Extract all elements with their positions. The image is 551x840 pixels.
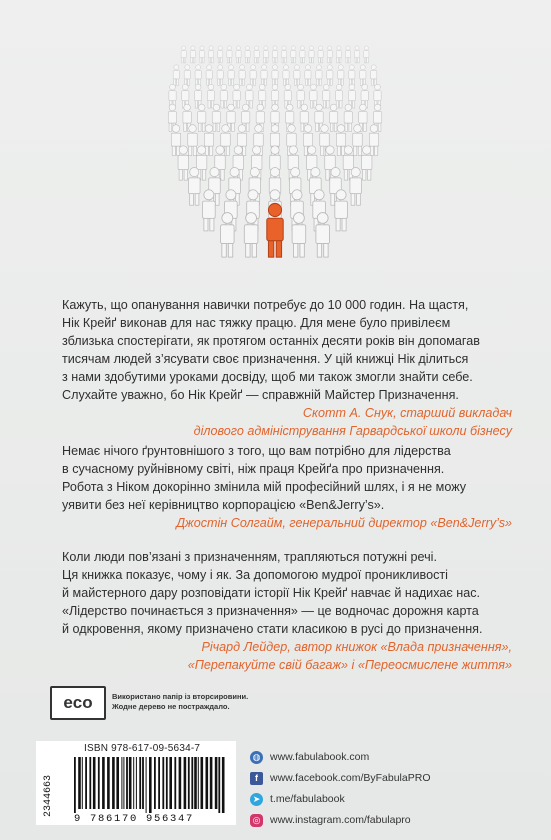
crowd-figure bbox=[329, 104, 337, 131]
crowd-figure bbox=[236, 46, 241, 63]
isbn-text: ISBN 978-617-09-5634-7 bbox=[84, 743, 201, 754]
barcode bbox=[72, 757, 228, 813]
quote-2-line: уявити без неї керівництво корпорацією «Ben&Jerry’s». bbox=[62, 498, 385, 512]
crowd-figure bbox=[218, 46, 223, 63]
barcode-bar bbox=[107, 757, 110, 809]
barcode-bar bbox=[169, 757, 172, 809]
crowd-figure bbox=[239, 65, 245, 85]
globe-icon: ◍ bbox=[250, 751, 263, 764]
crowd-figure bbox=[350, 167, 362, 205]
crowd-figure bbox=[323, 84, 330, 108]
crowd-figure bbox=[316, 65, 322, 85]
crowd-figure bbox=[361, 146, 371, 180]
link-facebook[interactable] bbox=[250, 771, 540, 792]
barcode-bar bbox=[162, 757, 164, 809]
side-code bbox=[36, 769, 56, 819]
crowd-figure bbox=[336, 46, 341, 63]
quote-2-line: Немає нічого ґрунтовнішого з того, що вам потрібно для лідерства bbox=[62, 444, 451, 458]
crowd-figure bbox=[178, 146, 188, 180]
telegram-icon: ➤ bbox=[250, 793, 263, 806]
crowd-figure bbox=[189, 167, 201, 205]
quote-3-line: Ця книжка показує, чому і як. За допомогою мудрої проникливості bbox=[62, 568, 448, 582]
crowd-figure bbox=[327, 65, 333, 85]
quote-1-attribution: ділового адміністрування Гарвардської школи бізнесу bbox=[193, 424, 512, 438]
barcode-bar bbox=[133, 757, 134, 809]
crowd-figure bbox=[195, 65, 201, 85]
quote-1-line: тисячам людей з’ясувати своє призначення. У цій книжці Нік ділиться bbox=[62, 352, 469, 366]
barcode-bar bbox=[210, 757, 213, 809]
quote-1-line: з нами здобутими уроками досвіду, щоб ми також змогли знайти себе. bbox=[62, 370, 473, 384]
crowd-figure bbox=[206, 65, 212, 85]
eco-notice-line: Жодне дерево не постраждало. bbox=[112, 702, 230, 711]
barcode-bar bbox=[126, 757, 128, 809]
link-text: www.fabulabook.com bbox=[270, 751, 370, 763]
crowd-figure bbox=[318, 46, 323, 63]
link-text: www.facebook.com/ByFabulaPRO bbox=[270, 772, 431, 784]
quote-3-line: «Лідерство починається з призначення» — це водночас дорожня карта bbox=[62, 604, 479, 618]
quote-2-line: Робота з Ніком докорінно змінила мій професійний шлях, і я не можу bbox=[62, 480, 467, 494]
barcode-bar bbox=[222, 757, 225, 813]
crowd-figure bbox=[254, 46, 259, 63]
quote-1-line: Кажуть, що опанування навички потребує до 10 000 годин. На щастя, bbox=[62, 298, 469, 312]
barcode-bar bbox=[123, 757, 124, 809]
barcode-bar bbox=[146, 757, 147, 813]
quote-1-line: Нік Крейґ виконав для нас тяжку працю. Для мене було привілеєм bbox=[62, 316, 451, 330]
quote-1-line: Слухайте уважно, бо Нік Крейґ — справжній Майстер Призначення. bbox=[62, 388, 459, 402]
crowd-figure bbox=[233, 84, 240, 108]
barcode-bar bbox=[215, 757, 218, 809]
crowd-figure bbox=[261, 65, 267, 85]
barcode-bar bbox=[85, 757, 87, 809]
quote-2-line: в сучасному руйнівному світі, ніж праця Крейґа про призначення. bbox=[62, 462, 445, 476]
barcode-bar bbox=[149, 757, 152, 813]
crowd-figure bbox=[181, 46, 186, 63]
eco-badge bbox=[50, 686, 249, 720]
crowd-figure bbox=[349, 65, 355, 85]
crowd-figure bbox=[294, 65, 300, 85]
crowd-figure bbox=[207, 84, 214, 108]
people-arrow-illustration bbox=[150, 40, 400, 270]
quote-1-line: зблизька спостерігати, як протягом останніх десяти років він допомагав bbox=[62, 334, 480, 348]
crowd-figure bbox=[173, 65, 179, 85]
barcode-bar bbox=[174, 757, 176, 809]
link-website[interactable] bbox=[250, 750, 540, 771]
crowd-figure bbox=[190, 46, 195, 63]
crowd-figure bbox=[355, 46, 360, 63]
link-text: t.me/fabulabook bbox=[270, 793, 345, 805]
link-telegram[interactable] bbox=[250, 792, 540, 813]
crowd-figure bbox=[250, 65, 256, 85]
barcode-bar bbox=[93, 757, 96, 809]
crowd-figure bbox=[305, 65, 311, 85]
barcode-bar bbox=[166, 757, 168, 809]
barcode-bar bbox=[82, 757, 83, 809]
barcode-bar bbox=[218, 757, 220, 813]
barcode-bar bbox=[136, 757, 137, 809]
crowd-figure bbox=[282, 46, 287, 63]
crowd-figure bbox=[217, 65, 223, 85]
crowd-figure bbox=[212, 104, 220, 131]
barcode-bar bbox=[98, 757, 100, 809]
barcode-bar bbox=[74, 757, 76, 813]
eco-logo-text: eco bbox=[63, 693, 93, 712]
crowd-figure bbox=[338, 65, 344, 85]
crowd-figure bbox=[309, 46, 314, 63]
crowd-figure bbox=[353, 125, 362, 156]
instagram-icon: ◎ bbox=[250, 814, 263, 827]
crowd-figure bbox=[360, 65, 366, 85]
barcode-bar bbox=[121, 757, 122, 809]
crowd-figure bbox=[228, 65, 234, 85]
barcode-bar bbox=[89, 757, 91, 809]
crowd-figure bbox=[184, 65, 190, 85]
crowd-figure bbox=[188, 125, 197, 156]
barcode-bar bbox=[139, 757, 141, 809]
barcode-bar bbox=[194, 757, 197, 809]
crowd-figure bbox=[199, 46, 204, 63]
social-links bbox=[250, 750, 540, 834]
facebook-icon: f bbox=[250, 772, 263, 785]
crowd-figure bbox=[245, 46, 250, 63]
leader-figure bbox=[267, 203, 283, 257]
crowd-figure bbox=[327, 46, 332, 63]
barcode-bar bbox=[188, 757, 190, 809]
barcode-bar bbox=[201, 757, 204, 809]
barcode-digits: 9 786170 956347 bbox=[74, 813, 195, 825]
crowd-figure bbox=[316, 213, 330, 258]
barcode-block bbox=[36, 741, 236, 825]
crowd-figure bbox=[221, 213, 235, 258]
quote-3-line: й майстерного дару розповідати історії Нік Крейґ навчає й надихає нас. bbox=[62, 586, 481, 600]
crowd-figure bbox=[291, 46, 296, 63]
quote-3-line: Коли люди пов’язані з призначенням, трапляються потужні речі. bbox=[62, 550, 437, 564]
svg-text:2344663: 2344663 bbox=[43, 774, 54, 817]
crowd-figure bbox=[220, 84, 227, 108]
crowd-figure bbox=[364, 46, 369, 63]
barcode-bar bbox=[112, 757, 115, 809]
crowd-figure bbox=[344, 104, 352, 131]
barcode-bar bbox=[184, 757, 187, 809]
quote-3-attribution: «Перепакуйте свій багаж» і «Переосмислене життя» bbox=[187, 658, 512, 672]
quote-2 bbox=[62, 442, 512, 532]
crowd-figure bbox=[345, 46, 350, 63]
eco-notice-line: Використано папір із вторсировини. bbox=[112, 692, 249, 701]
eco-logo bbox=[50, 686, 106, 720]
barcode-bar bbox=[154, 757, 156, 809]
crowd-figure bbox=[263, 46, 268, 63]
crowd-figure bbox=[272, 46, 277, 63]
crowd-figure bbox=[335, 84, 342, 108]
crowd-figure bbox=[300, 46, 305, 63]
barcode-bar bbox=[191, 757, 193, 809]
quote-3-attribution: Річард Лейдер, автор книжок «Влада призначення», bbox=[201, 640, 512, 654]
crowd-figure bbox=[371, 65, 377, 85]
barcode-bar bbox=[206, 757, 209, 809]
barcode-bar bbox=[179, 757, 182, 809]
quote-3-line: й одкровення, якому призначено стати класикою в русі до призначення. bbox=[62, 622, 483, 636]
quote-1 bbox=[62, 296, 512, 440]
link-instagram[interactable] bbox=[250, 813, 540, 834]
eco-notice bbox=[112, 692, 312, 712]
crowd-figure bbox=[227, 46, 232, 63]
crowd-figure bbox=[335, 190, 348, 231]
barcode-bar bbox=[102, 757, 105, 809]
crowd-figure bbox=[198, 104, 206, 131]
barcode-bar bbox=[129, 757, 132, 809]
crowd-figure bbox=[272, 65, 278, 85]
crowd-figure bbox=[310, 84, 317, 108]
quote-3 bbox=[62, 548, 512, 674]
crowd-figure bbox=[203, 190, 216, 231]
barcode-bar bbox=[198, 757, 199, 809]
quote-2-attribution: Джостін Солгайм, генеральний директор «Ben&Jerry’s» bbox=[176, 516, 512, 530]
barcode-bar bbox=[78, 757, 81, 809]
crowd-figure bbox=[244, 213, 258, 258]
crowd-figure bbox=[209, 46, 214, 63]
crowd-figure bbox=[292, 213, 306, 258]
barcode-bar bbox=[116, 757, 119, 809]
barcode-bar bbox=[158, 757, 160, 809]
link-text: www.instagram.com/fabulapro bbox=[270, 814, 411, 826]
crowd-figure bbox=[283, 65, 289, 85]
quote-1-attribution: Скотт А. Снук, старший викладач bbox=[302, 406, 512, 420]
barcode-bar bbox=[142, 757, 144, 809]
